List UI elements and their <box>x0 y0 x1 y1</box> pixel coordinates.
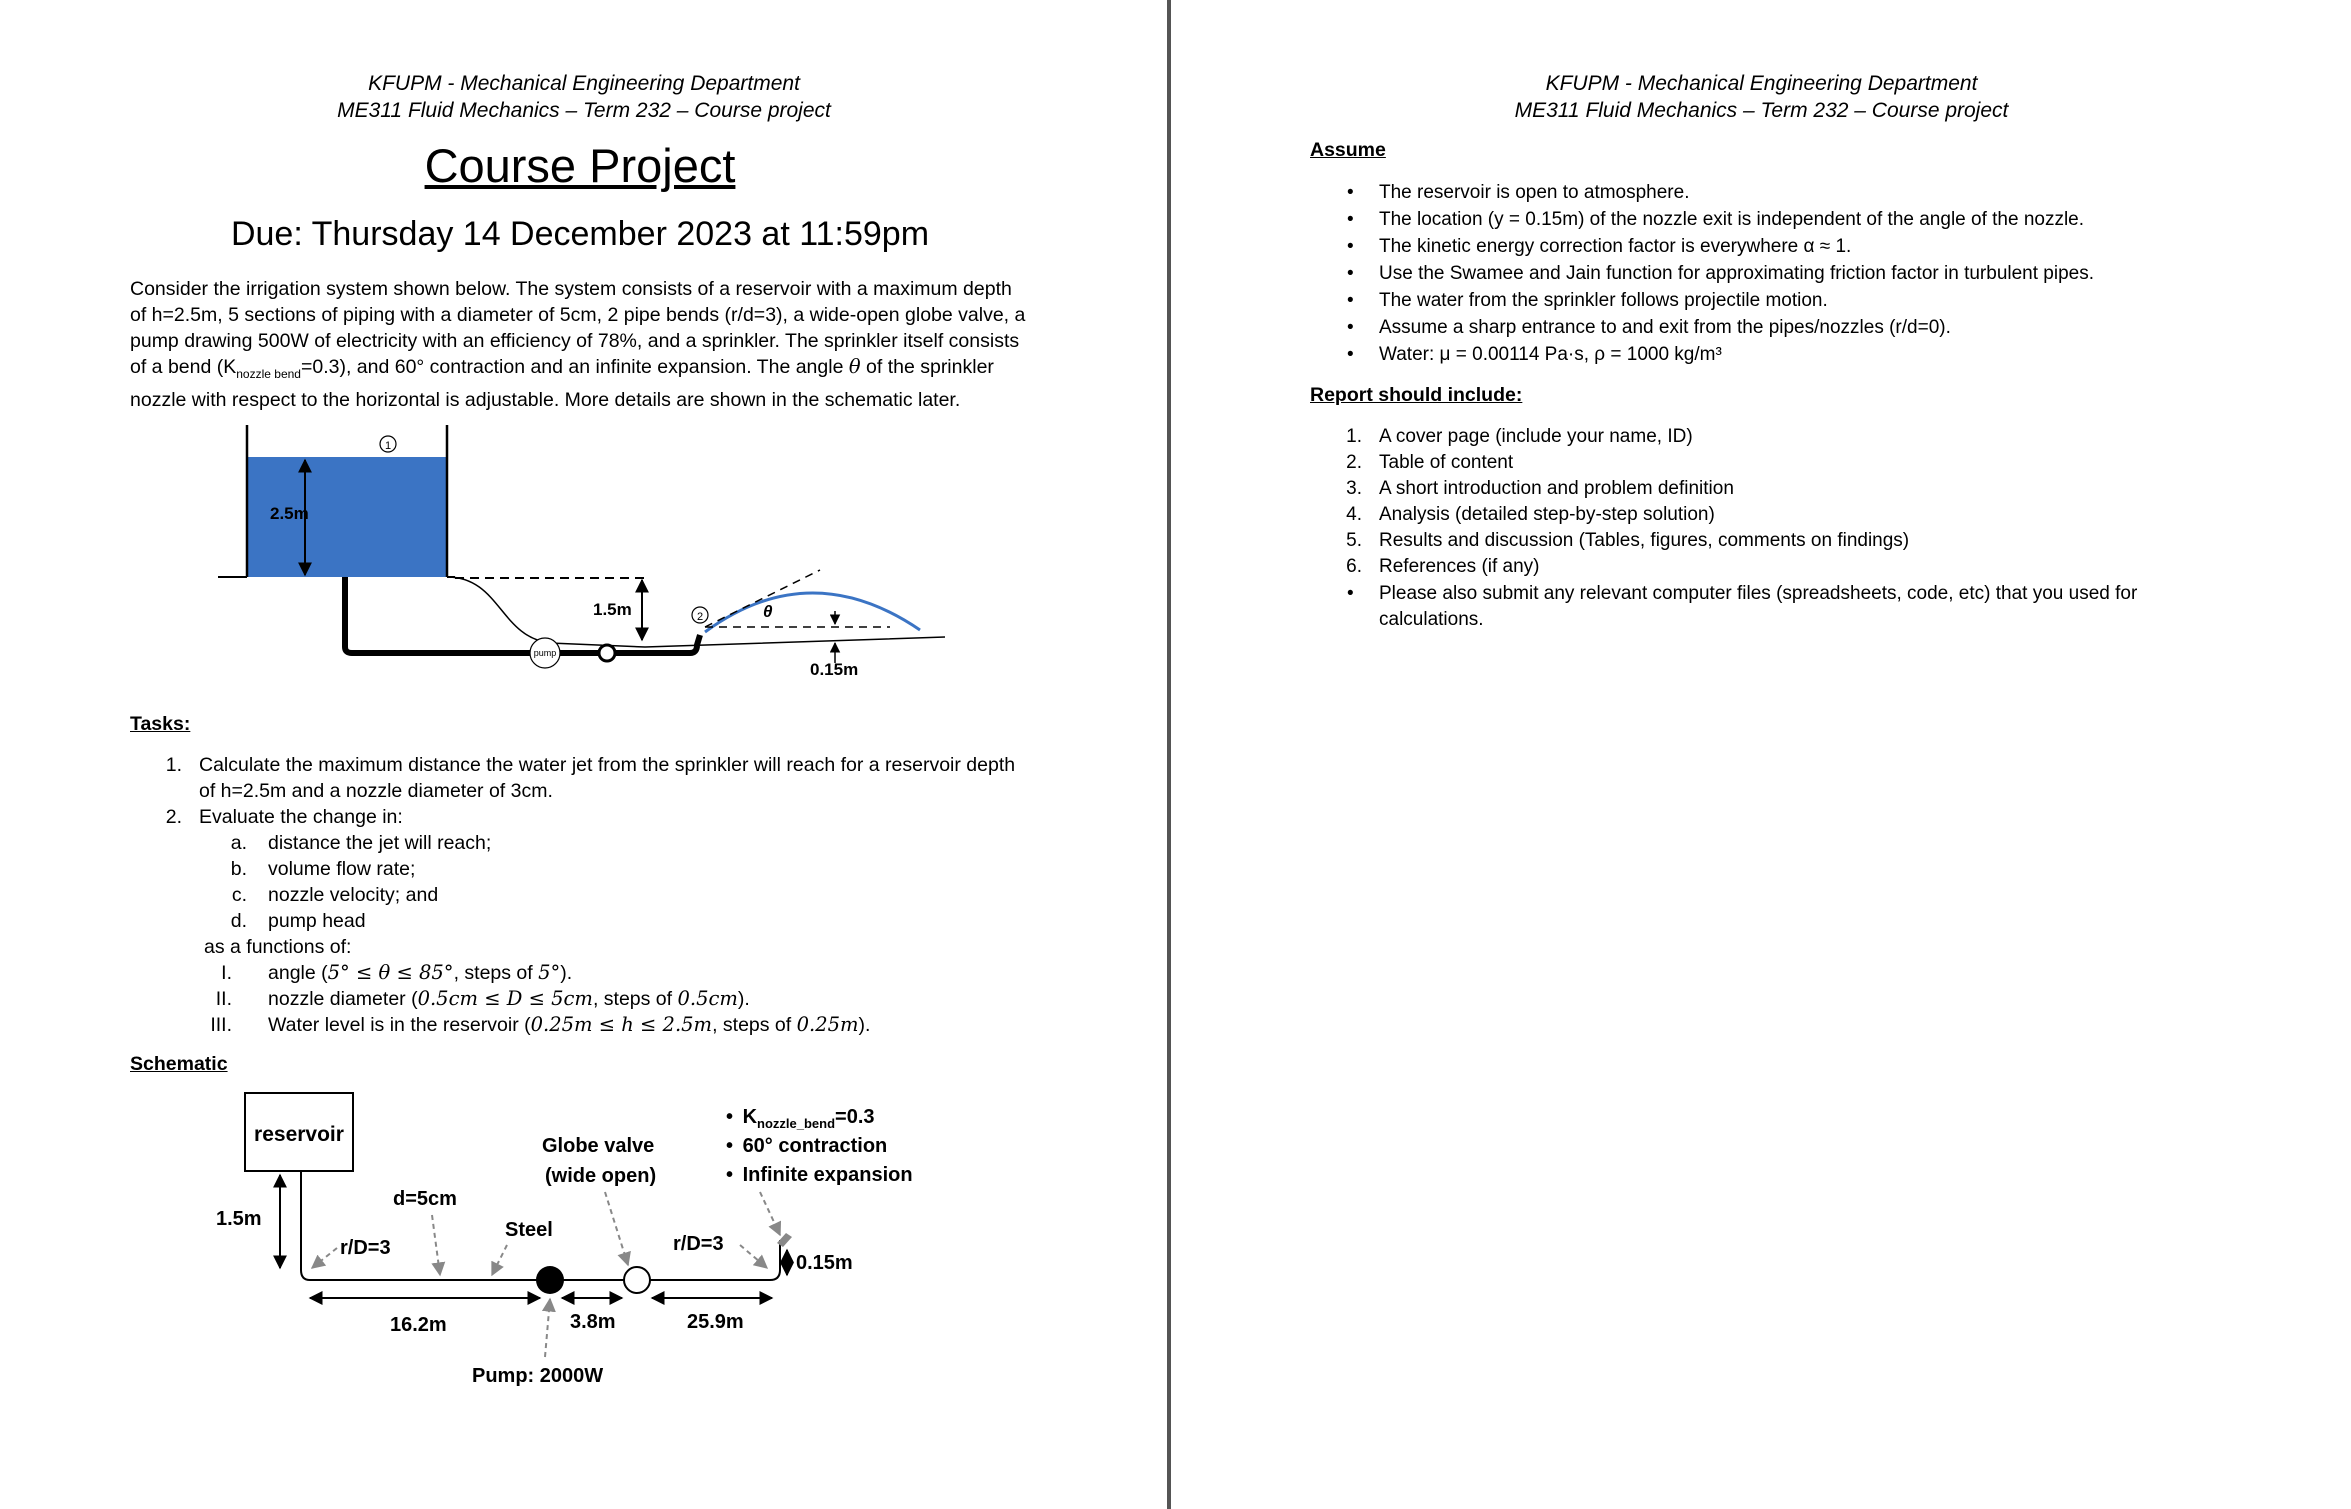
report-number: 1. <box>1346 426 1362 447</box>
valve-symbol <box>599 645 615 661</box>
water-jet <box>705 593 920 632</box>
roman-numeral: II. <box>215 988 232 1010</box>
valve-symbol <box>624 1267 650 1293</box>
bullet-dot: • <box>1347 182 1354 203</box>
theta-label: θ <box>763 602 773 621</box>
globe-valve-state: (wide open) <box>545 1165 657 1187</box>
irrigation-figure <box>200 415 960 680</box>
assume-item: The water from the sprinkler follows projectile motion. <box>1379 290 1828 311</box>
assume-list <box>1172 179 2351 369</box>
intro-line: nozzle with respect to the horizontal is adjustable. More details are shown in the schematic later. <box>130 389 961 412</box>
subtask-text: volume flow rate; <box>268 858 416 880</box>
subtask-letter: a. <box>230 832 247 854</box>
bullet-dot: • <box>1347 236 1354 257</box>
as-functions-text: as a functions of: <box>204 936 352 958</box>
height-label: 1.5m <box>216 1208 262 1230</box>
report-item: A short introduction and problem definition <box>1379 478 1734 499</box>
header-line-1: KFUPM - Mechanical Engineering Department <box>368 72 800 95</box>
due-date: Due: Thursday 14 December 2023 at 11:59pm <box>230 215 930 253</box>
bullet-dot: • <box>1347 317 1354 338</box>
roman-numeral: III. <box>210 1014 232 1036</box>
assume-item: The reservoir is open to atmosphere. <box>1379 182 1690 203</box>
assume-item: Water: μ = 0.00114 Pa·s, ρ = 1000 kg/m³ <box>1379 344 1722 365</box>
task-2-text: Evaluate the change in: <box>199 806 403 828</box>
exit-height-label: 0.15m <box>796 1252 853 1274</box>
report-item: Results and discussion (Tables, figures, comments on findings) <box>1379 530 1910 551</box>
subtask-letter: b. <box>230 858 247 880</box>
bullet-2: • 60° contraction <box>726 1135 888 1157</box>
page-title: Course Project <box>424 139 736 192</box>
right-page <box>1172 0 2351 1509</box>
task-number: 2. <box>165 806 182 828</box>
report-number: 6. <box>1346 556 1362 577</box>
range-item-level: Water level is in the reservoir (0.25m ≤ h ≤ 2.5m, steps of 0.25m). <box>268 1013 871 1036</box>
reservoir-label: reservoir <box>254 1123 344 1146</box>
schematic-heading: Schematic <box>130 1053 228 1075</box>
subtask-text: nozzle velocity; and <box>268 884 439 906</box>
diameter-label: d=5cm <box>393 1188 457 1210</box>
report-item: References (if any) <box>1379 556 1540 577</box>
bullet-dot: • <box>1347 344 1354 365</box>
report-item: A cover page (include your name, ID) <box>1379 426 1693 447</box>
header-line-2: ME311 Fluid Mechanics – Term 232 – Course project <box>1514 99 2009 122</box>
length-label-1: 16.2m <box>390 1314 447 1336</box>
header-line-1: KFUPM - Mechanical Engineering Department <box>1545 72 1978 95</box>
exit-height-label: 0.15m <box>810 660 859 679</box>
intro-paragraph <box>130 277 1130 414</box>
assume-heading: Assume <box>1310 139 1386 161</box>
report-heading: Report should include: <box>1310 384 1523 406</box>
bullet-dot: • <box>1347 209 1354 230</box>
subtask-letter: c. <box>231 884 247 906</box>
subtask-letter: d. <box>230 910 247 932</box>
report-number: 5. <box>1346 530 1362 551</box>
range-item-diameter: nozzle diameter (0.5cm ≤ D ≤ 5cm, steps of 0.5cm). <box>268 987 750 1010</box>
report-note: calculations. <box>1379 609 1484 630</box>
station-1-label: 1 <box>384 440 392 452</box>
task-1-text: Calculate the maximum distance the water jet from the sprinkler will reach for a reservoir depth <box>199 754 1016 776</box>
length-label-3: 25.9m <box>687 1311 744 1333</box>
bullet-dot: • <box>1347 263 1354 284</box>
intro-line: pump drawing 500W of electricity with an efficiency of 78%, and a sprinkler. The sprinkler itself consists <box>130 329 1020 352</box>
intro-line: of h=2.5m, 5 sections of piping with a diameter of 5cm, 2 pipe bends (r/d=3), a wide-open globe valve, a <box>130 303 1026 326</box>
material-label: Steel <box>505 1219 553 1241</box>
depth-label: 2.5m <box>270 504 309 523</box>
report-note: Please also submit any relevant computer files (spreadsheets, code, etc) that you used for <box>1379 583 2138 604</box>
intro-line: Consider the irrigation system shown below. The system consists of a reservoir with a maximum depth <box>130 278 1012 300</box>
report-list <box>1172 424 2351 634</box>
task-1-text: of h=2.5m and a nozzle diameter of 3cm. <box>199 780 553 802</box>
bullet-3: • Infinite expansion <box>726 1164 913 1186</box>
pipe <box>345 577 700 653</box>
bend-label-1: r/D=3 <box>340 1237 391 1259</box>
bullet-1: • $K_{nozzle\_bend}=0.3$ <box>726 1106 875 1131</box>
range-item-angle: angle (5° ≤ θ ≤ 85°, steps of 5°). <box>268 961 573 984</box>
assume-item: Use the Swamee and Jain function for approximating friction factor in turbulent pipes. <box>1379 263 2094 284</box>
station-2-label: 2 <box>696 611 704 623</box>
page-divider <box>1167 0 1171 1509</box>
height-label: 1.5m <box>593 600 632 619</box>
pump-label: pump <box>533 648 557 658</box>
tasks-list <box>0 752 1160 1042</box>
bend-label-2: r/D=3 <box>673 1233 724 1255</box>
bullet-dot: • <box>1347 583 1354 604</box>
report-number: 4. <box>1346 504 1362 525</box>
assume-item: Assume a sharp entrance to and exit from the pipes/nozzles (r/d=0). <box>1379 317 1951 338</box>
roman-numeral: I. <box>221 962 232 984</box>
report-number: 3. <box>1346 478 1362 499</box>
report-item: Analysis (detailed step-by-step solution) <box>1379 504 1715 525</box>
subtask-text: distance the jet will reach; <box>268 832 492 854</box>
length-label-2: 3.8m <box>570 1311 616 1333</box>
assume-item: The kinetic energy correction factor is everywhere α ≈ 1. <box>1379 236 1852 257</box>
assume-item: The location (y = 0.15m) of the nozzle exit is independent of the angle of the nozzle. <box>1379 209 2085 230</box>
pump-power-label: Pump: 2000W <box>472 1365 604 1387</box>
report-number: 2. <box>1346 452 1362 473</box>
header-line-2: ME311 Fluid Mechanics – Term 232 – Course project <box>337 99 831 122</box>
left-page <box>0 0 1168 1509</box>
pump-symbol <box>536 1266 564 1294</box>
report-item: Table of content <box>1379 452 1514 473</box>
subtask-text: pump head <box>268 910 366 932</box>
schematic-diagram <box>200 1085 980 1405</box>
bullet-dot: • <box>1347 290 1354 311</box>
tasks-heading: Tasks: <box>130 713 191 735</box>
task-number: 1. <box>165 754 182 776</box>
globe-valve-label: Globe valve <box>542 1135 655 1157</box>
intro-line: of a bend $(K_{nozzle bend}=0.3)$, and 60° contraction and an infinite expansion. The angle θ of the sprinkler <box>130 355 994 382</box>
